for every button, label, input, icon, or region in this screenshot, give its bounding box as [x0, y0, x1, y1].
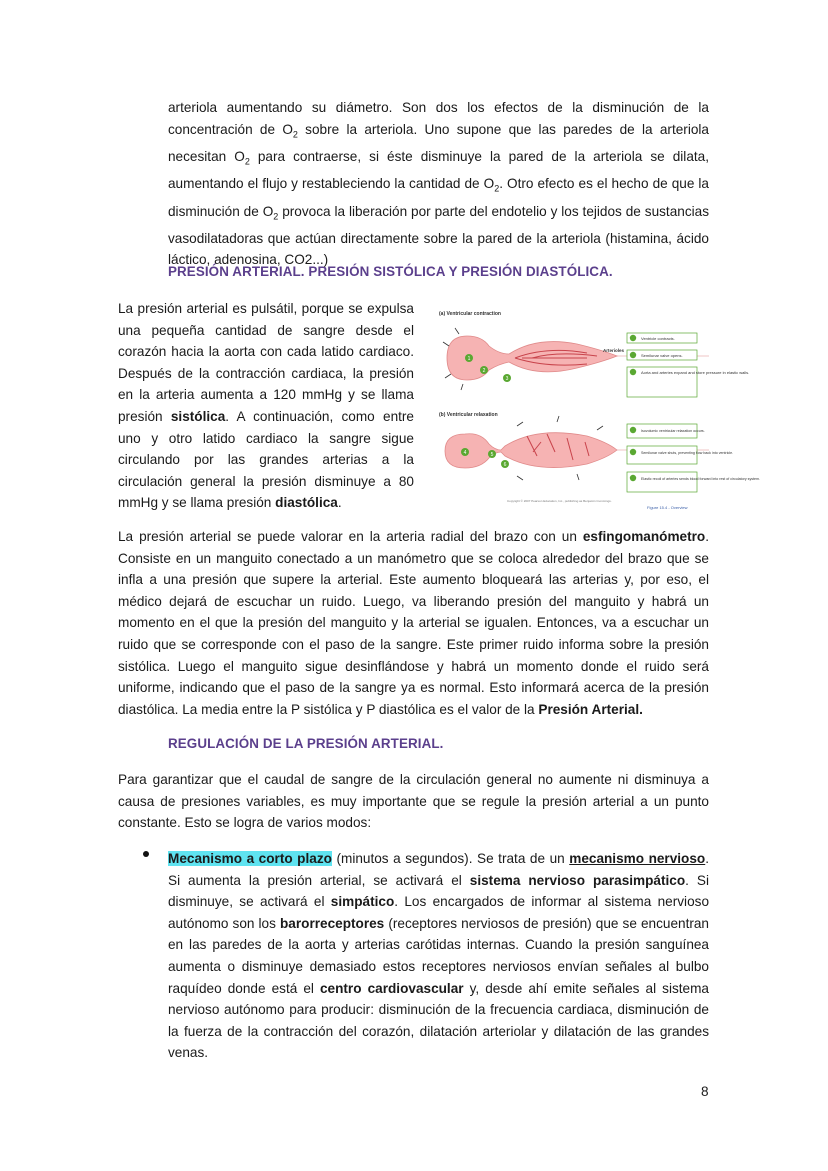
svg-text:5: 5	[490, 452, 494, 458]
arterioles-label: Arterioles	[603, 348, 625, 353]
heading-regulation: REGULACIÓN DE LA PRESIÓN ARTERIAL.	[168, 736, 444, 751]
bullet-short-term: Mecanismo a corto plazo (minutos a segundos). Se trata de un mecanismo nervioso. Si aumenta la presión arterial, se activará el sistema nervioso parasimpático. Si disminuye, se activará el simpático. Los encargados de informar al sistema nervioso autónomo son los barorreceptores (receptores nerviosos de presión) que se encuentran en las paredes de la aorta y arterias carótidas internas. Cuando la presión sanguínea aumenta o disminuye demasiado estos receptores nerviosos envían señales al bulbo raquídeo donde está el centro cardiovascular y, desde ahí emite señales al sistema nervioso autónomo para producir: disminución de la frecuencia cardiaca, disminución de la fuerza de la contracción del corazón, dilatación arteriolar y dilatación de las grandes venas.	[168, 851, 710, 1061]
svg-text:Ventricle contracts.: Ventricle contracts.	[641, 336, 675, 341]
ventricular-figure	[437, 306, 761, 512]
svg-text:Isovolumic ventricular relaxat: Isovolumic ventricular relaxation occurs.	[641, 429, 705, 433]
bullet-dot	[143, 851, 149, 857]
page-number: 8	[701, 1084, 709, 1099]
steps-contraction	[627, 333, 749, 397]
intro-paragraph: arteriola aumentando su diámetro. Son dos los efectos de la disminución de la concentración de $O_2$ sobre la arteriola. Uno supone que las paredes de la arteriola necesitan $O_2$ para contraerse, si éste disminuye la pared de la arteriola se dilata, aumentando el flujo y restableciendo la cantidad de $O_2$. Otro efecto es el hecho de que la disminución de $O_2$ provoca la liberación por parte del endotelio y los tejidos de sustancias vasodilatadoras que actúan directamente sobre la pared de la arteriola (histamina, ácido láctico, adenosina, CO2...)	[168, 100, 709, 268]
figure-caption: Figure 15.4 - Overview	[647, 505, 688, 510]
badge-4	[461, 448, 469, 456]
svg-text:Semilunar valve opens.: Semilunar valve opens.	[641, 353, 683, 358]
svg-text:Semilunar valve shuts, prevent: Semilunar valve shuts, preventing flow back into ventricle.	[641, 451, 734, 455]
svg-text:6: 6	[503, 462, 507, 468]
steps-relaxation	[627, 424, 760, 492]
svg-text:Elastic recoil of arteries sen: Elastic recoil of arteries sends blood forward into rest of circulatory system.	[641, 477, 761, 481]
svg-text:1: 1	[467, 356, 471, 362]
heading-blood-pressure: PRESIÓN ARTERIAL. PRESIÓN SISTÓLICA Y PRESIÓN DIASTÓLICA.	[168, 264, 613, 279]
svg-text:2: 2	[482, 368, 486, 374]
sphygmomanometer-paragraph: La presión arterial se puede valorar en la arteria radial del brazo con un esfingomanómetro. Consiste en un manguito conectado a un manómetro que se coloca alrededor del brazo que se infla a una presión que supere la arterial. Este aumento bloqueará las arterias y, por eso, el médico dejará de escuchar un ruido. Luego, va liberando presión del manguito y habrá un momento en el que la presión del manguito y la arterial se igualen. Entonces, va a escuchar un ruido que se corresponde con el paso de la sangre. Este primer ruido informa sobre la presión sistólica. Luego el manguito sigue desinflándose y habrá un momento donde el ruido será uniforme, indicando que el paso de la sangre ya es normal. Esto informará acerca de la presión diastólica. La media entre la P sistólica y P diastólica es el valor de la Presión Arterial.	[118, 529, 709, 717]
badge-3	[503, 374, 511, 382]
badge-5	[488, 450, 496, 458]
regulation-paragraph: Para garantizar que el caudal de sangre de la circulación general no aumente ni disminuya a causa de presiones variables, es muy importante que se regule la presión arterial a un punto constante. Esto se logra de varios modos:	[118, 772, 709, 831]
svg-text:Aorta and arteries expand and: Aorta and arteries expand and store pressure in elastic walls.	[641, 370, 750, 375]
badge-1	[465, 354, 473, 362]
svg-text:3: 3	[505, 376, 509, 382]
svg-text:4: 4	[463, 450, 467, 456]
highlighted-term: Mecanismo a corto plazo	[168, 851, 332, 866]
badge-6	[501, 460, 509, 468]
pressure-paragraph: La presión arterial es pulsátil, porque se expulsa una pequeña cantidad de sangre desde el corazón hacia la aorta con cada latido cardiaco. Después de la contracción cardiaca, la presión en la arteria aumenta a 120 mmHg y se llama presión sistólica. A continuación, como entre uno y otro latido cardiaco la sangre sigue circulando por las grandes arterias a la circulación general la presión disminuye a 80 mmHg y se llama presión diastólica.	[118, 301, 414, 511]
figure-label-a: (a) Ventricular contraction	[439, 311, 501, 317]
figure-label-b: (b) Ventricular relaxation	[439, 412, 498, 418]
figure-copyright: Copyright © 2007 Pearson Education, Inc., publishing as Benjamin Cummings.	[507, 499, 612, 503]
badge-2	[480, 366, 488, 374]
